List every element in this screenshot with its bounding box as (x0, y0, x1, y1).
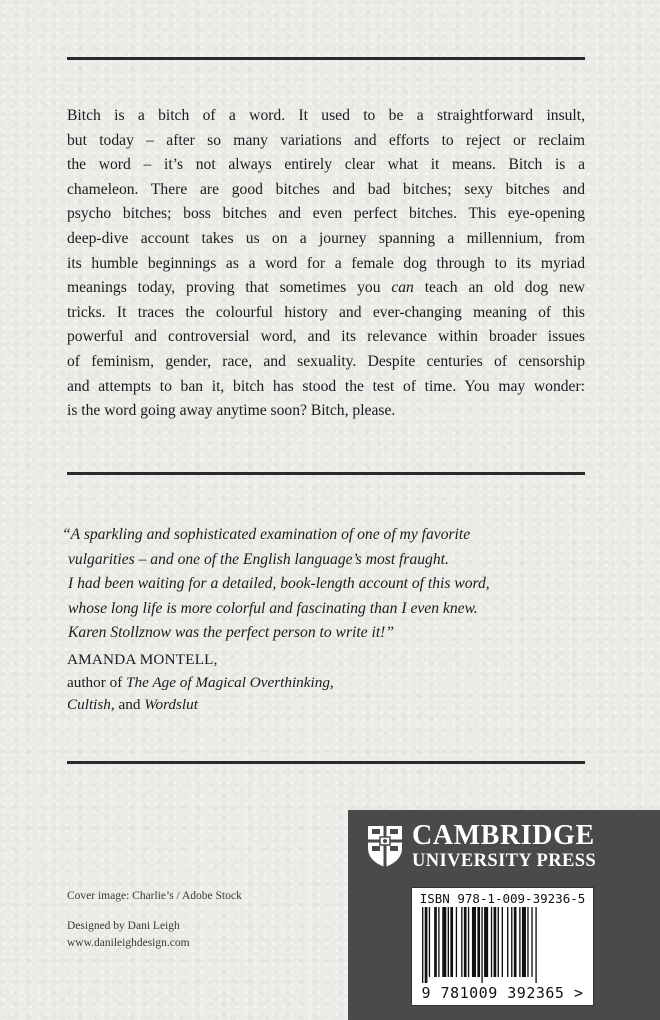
cambridge-crest-icon (366, 824, 404, 868)
cover-image-credit: Cover image: Charlie’s / Adobe Stock (67, 890, 242, 902)
designer-credit: Designed by Dani Leigh (67, 920, 180, 932)
bottom-rule (67, 761, 585, 764)
blurb-text (67, 104, 585, 424)
quote-line: “A sparkling and sophisticated examination of one of my favorite (62, 526, 471, 543)
blurb-line: chameleon. There are good bitches and bad bitches; sexy bitches and (67, 180, 585, 198)
barcode-digits: 9 781009 392365 > (421, 984, 584, 1002)
publisher-panel (348, 810, 660, 1020)
quote-line: vulgarities – and one of the English language’s most fraught. (68, 550, 449, 568)
blurb-line: the word – it’s not always entirely clear what it means. Bitch is a (67, 156, 585, 174)
blurb-line: but today – after so many variations and efforts to reject or reclaim (67, 131, 585, 149)
publisher-name: CAMBRIDGE UNIVERSITY PRESS (412, 820, 597, 871)
endorsement-quote (62, 523, 592, 646)
quote-line: I had been waiting for a detailed, book-length account of this word, (68, 575, 490, 593)
barcode-bars (420, 907, 585, 983)
blurb-line: of feminism, gender, race, and sexuality. Despite centuries of censorship (67, 352, 585, 370)
endorsement-attribution (67, 649, 467, 717)
top-rule (67, 57, 585, 60)
blurb-line: Bitch is a bitch of a word. It used to be a straightforward insult, (67, 107, 585, 124)
blurb-line: powerful and controversial word, and its relevance within broader issues (67, 328, 585, 346)
isbn-barcode (411, 887, 594, 1006)
isbn-label: ISBN 978-1-009-39236-5 (419, 891, 586, 906)
endorser-credentials-cont: Cultish, and Wordslut (67, 696, 198, 714)
endorser-name: AMANDA MONTELL, (67, 651, 218, 668)
quote-line: Karen Stollznow was the perfect person to write it!” (68, 624, 395, 642)
middle-rule (67, 472, 585, 475)
blurb-line: meanings today, proving that sometimes you can teach an old dog new (67, 279, 585, 297)
designer-website: www.danileighdesign.com (67, 937, 190, 949)
blurb-line: its humble beginnings as a word for a female dog through to its myriad (67, 254, 585, 272)
credits (67, 888, 327, 952)
blurb-line: tricks. It traces the colourful history and ever-changing meaning of this (67, 303, 585, 321)
blurb-line: psycho bitches; boss bitches and even perfect bitches. This eye-opening (67, 205, 585, 223)
blurb-line: and attempts to ban it, bitch has stood the test of time. You may wonder: (67, 377, 585, 395)
blurb-line: deep-dive account takes us on a journey spanning a millennium, from (67, 229, 585, 247)
endorser-credentials: author of The Age of Magical Overthinking, (67, 673, 334, 691)
blurb-line: is the word going away anytime soon? Bitch, please. (67, 402, 396, 420)
quote-line: whose long life is more colorful and fascinating than I even knew. (68, 599, 478, 617)
